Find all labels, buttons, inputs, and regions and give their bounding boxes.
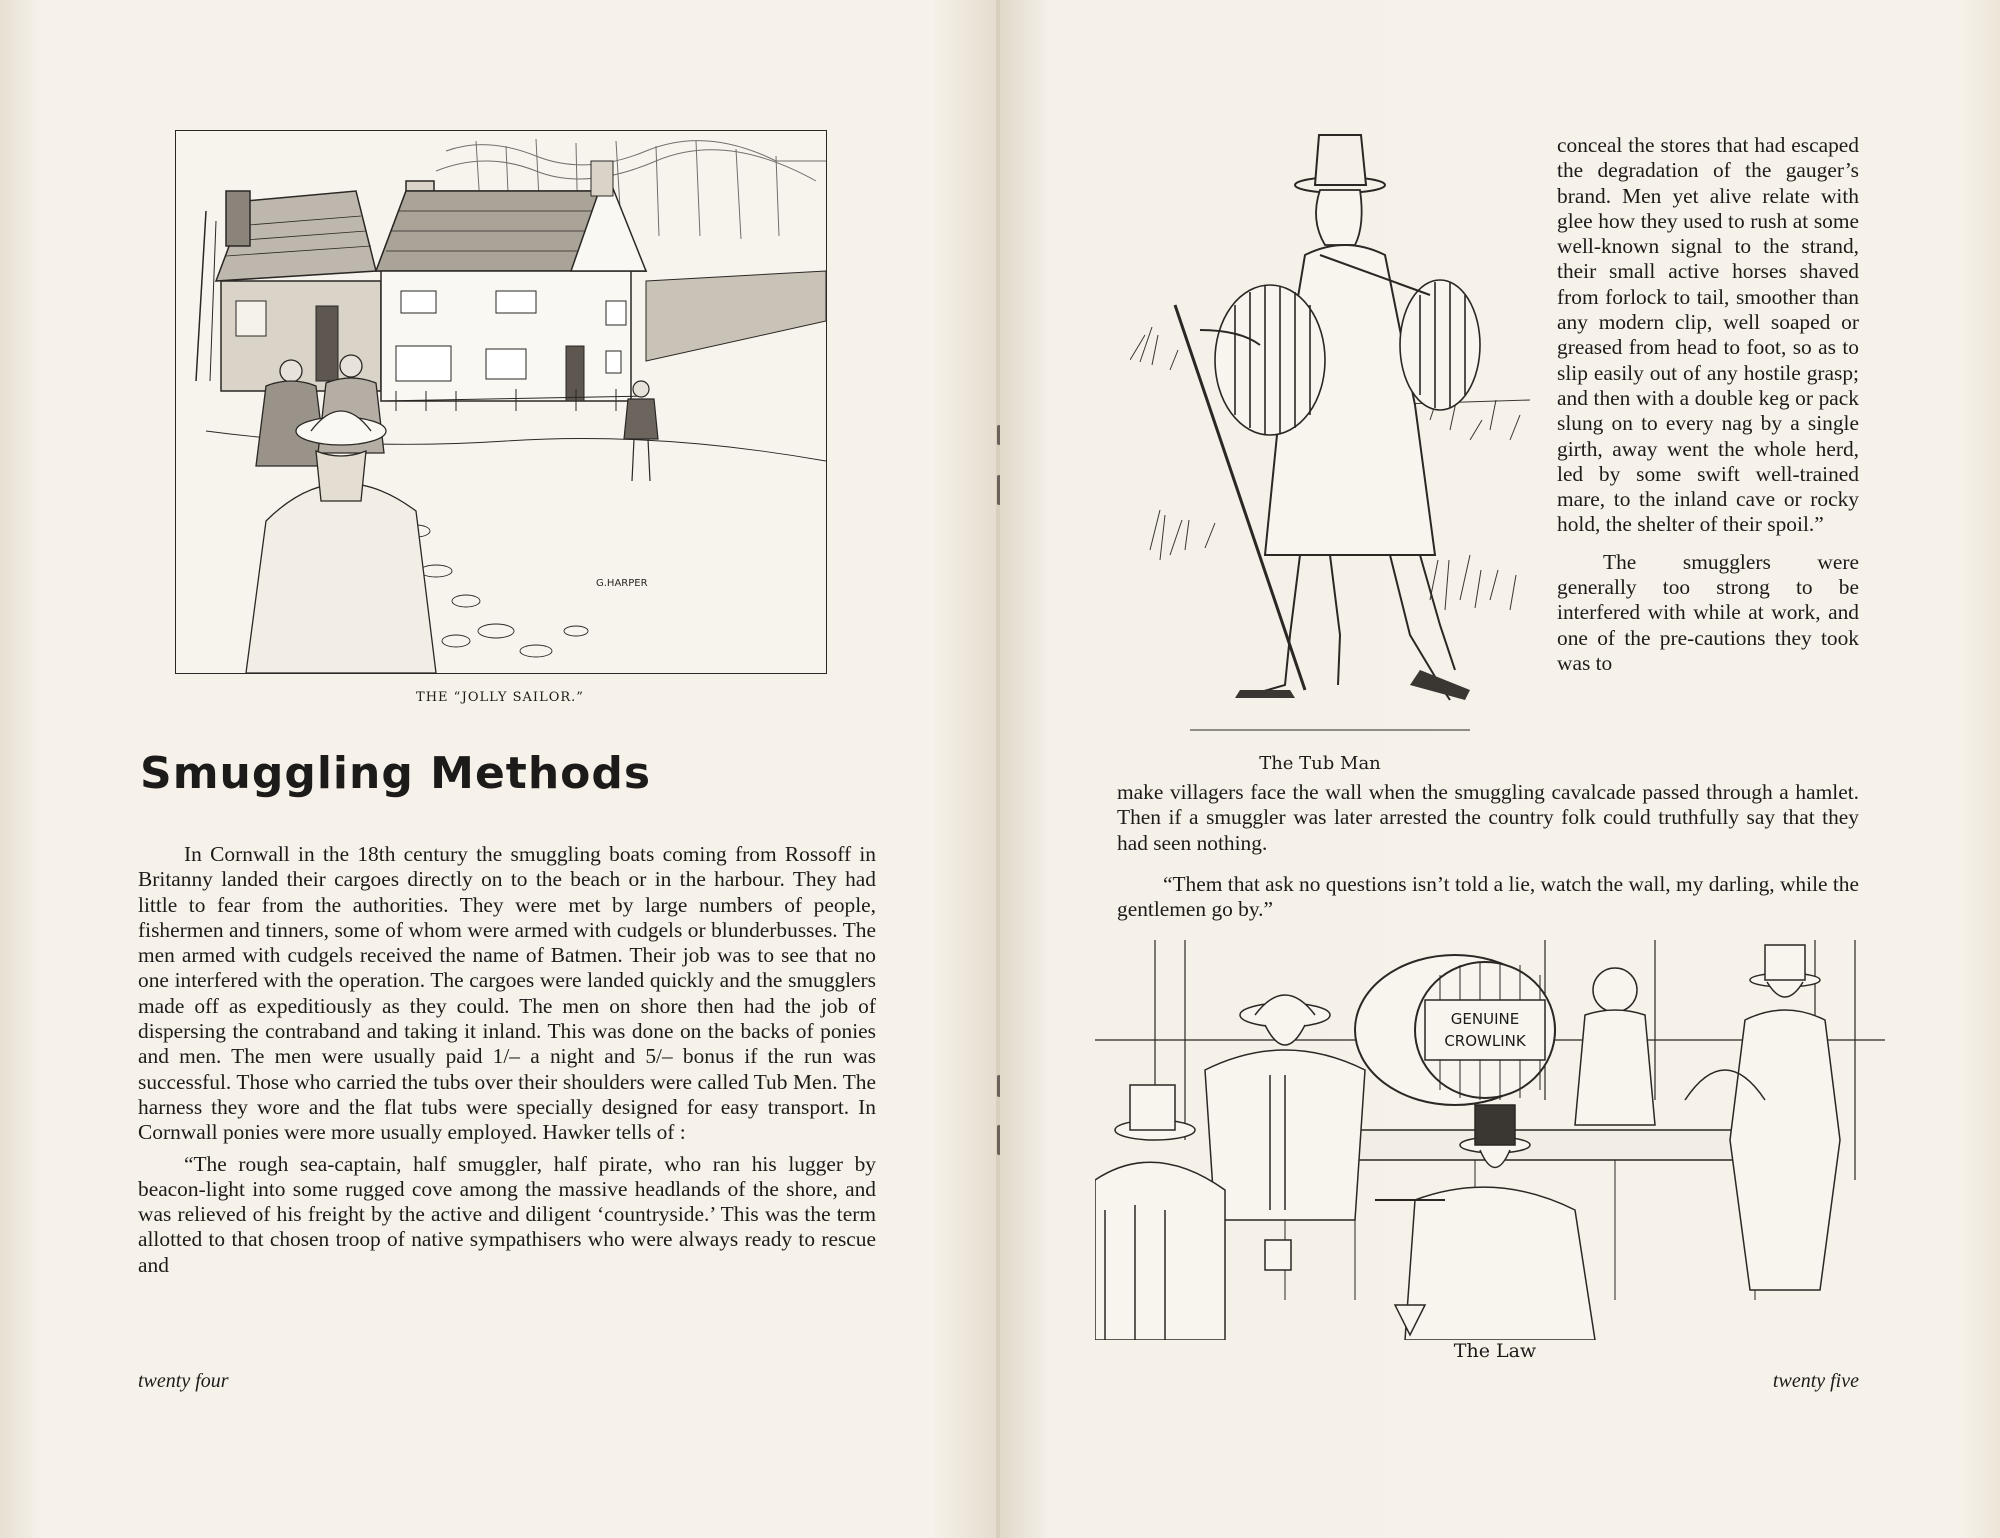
the-law-illustration [1095,940,1885,1340]
tub-man-illustration [1130,130,1530,740]
right-column-text [1557,133,1859,676]
folio-left: twenty four [138,1370,229,1392]
rhyme-text: “Them that ask no questions isn’t told a lie, watch the wall, my darling, while the gentlemen go by.” [1117,872,1859,922]
tub-man-caption: The Tub Man [1259,753,1381,774]
artist-signature: G.HARPER [596,578,648,589]
column-text-1: conceal the stores that had escaped the degradation of the gauger’s brand. Men yet alive relate with glee how they used to rush at some well-known signal to the strand, their small active horses shaved from forlock to tail, smoother than any modern clip, well soaped or greased from head to foot, so as to slip easily out of any hostile grasp; and then with a double keg or pack slung on to every nag by a single girth, away went the whole herd, led by some swift well-trained mare, to the inland cave or rocky hold, the shelter of their spoil.” [1557,133,1859,537]
rhyme-quote [1117,872,1859,923]
page-heading: Smuggling Methods [140,748,652,799]
continuation-text: make villagers face the wall when the smuggling cavalcade passed through a hamlet. Then if a smuggler was later arrested the country folk could truthfully say that they had seen nothing. [1117,780,1859,855]
folio-right: twenty five [1772,1370,1859,1392]
full-width-text [1117,780,1859,856]
barrel-label-line1: GENUINE [1450,1010,1520,1028]
body-column-left [138,842,876,1278]
column-text-2: The smugglers were generally too strong to be interfered with while at work, and one of the pre-cautions they took was to [1557,549,1859,675]
jolly-sailor-illustration [175,130,827,674]
barrel-label-line2: CROWLINK [1444,1032,1526,1050]
paragraph-2: “The rough sea-captain, half smuggler, half pirate, who ran his lugger by beacon-light into some rugged cove among the massive headlands of the shore, and was relieved of his freight by the active and diligent ‘countryside.’ This was the term allotted to that chosen troop of native sympathisers who were always ready to rescue and [138,1151,876,1277]
right-page [1000,0,2000,1538]
jolly-sailor-caption: THE “JOLLY SAILOR.” [416,690,584,705]
the-law-caption: The Law [1453,1340,1537,1362]
paragraph-1: In Cornwall in the 18th century the smuggling boats coming from Rossoff in Britanny landed their cargoes directly on to the beach or in the harbour. They had little to fear from the authorities. They were met by large numbers of people, fishermen and tinners, some of whom were armed with cudgels or blunderbusses. The men armed with cudgels received the name of Batmen. Their job was to see that no one interfered with the operation. The cargoes were landed quickly and the smugglers made off as expeditiously as they could. The men on shore then had the job of dispersing the contraband and taking it inland. This was done on the backs of ponies and men. The men were usually paid 1/– a night and 5/– bonus if the run was successful. Those who carried the tubs over their shoulders were called Tub Men. The harness they wore and the flat tubs were specially designed for easy transport. In Cornwall ponies were more usually employed. Hawker tells of : [138,842,876,1145]
